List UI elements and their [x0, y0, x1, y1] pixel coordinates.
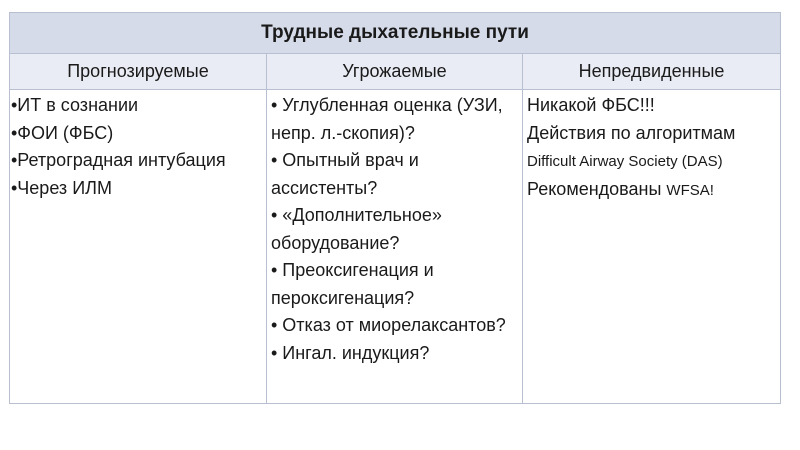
list-item: •Ретроградная интубация: [11, 150, 226, 170]
unforeseen-line-1: Никакой ФБС!!!: [527, 95, 655, 115]
difficult-airway-table: [9, 12, 781, 404]
list-item: •Через ИЛМ: [11, 177, 112, 198]
unforeseen-line-3: [527, 176, 776, 205]
list-item: • Углубленная оценка (УЗИ, непр. л.-скопия)?: [271, 95, 503, 143]
list-item: •ИТ в сознании: [11, 95, 139, 115]
list-item: • Опытный врач и ассистенты?: [271, 150, 419, 198]
column-header-unforeseen: Непредвиденные: [523, 54, 781, 90]
unforeseen-line-2-text: Действия по алгоритмам: [527, 122, 736, 143]
predicted-cell: [10, 90, 267, 404]
unforeseen-das-text: Difficult Airway Society (DAS): [527, 153, 723, 170]
list-item: • Преоксигенация и пероксигенация?: [271, 260, 434, 308]
column-header-threatened: Угрожаемые: [267, 54, 523, 90]
unforeseen-line-3-text: Рекомендованы: [527, 178, 662, 199]
unforeseen-wfsa-text: WFSA!: [666, 181, 714, 199]
unforeseen-line-2: [527, 120, 776, 176]
list-item: • Отказ от миорелаксантов?: [271, 315, 506, 335]
unforeseen-cell: [523, 90, 781, 404]
list-item: • «Дополнительное» оборудование?: [271, 205, 442, 253]
list-item: • Ингал. индукция?: [271, 342, 430, 363]
column-header-predicted: Прогнозируемые: [10, 54, 267, 90]
table-title: Трудные дыхательные пути: [10, 13, 781, 54]
list-item: •ФОИ (ФБС): [11, 122, 114, 143]
threatened-cell: [267, 90, 523, 404]
